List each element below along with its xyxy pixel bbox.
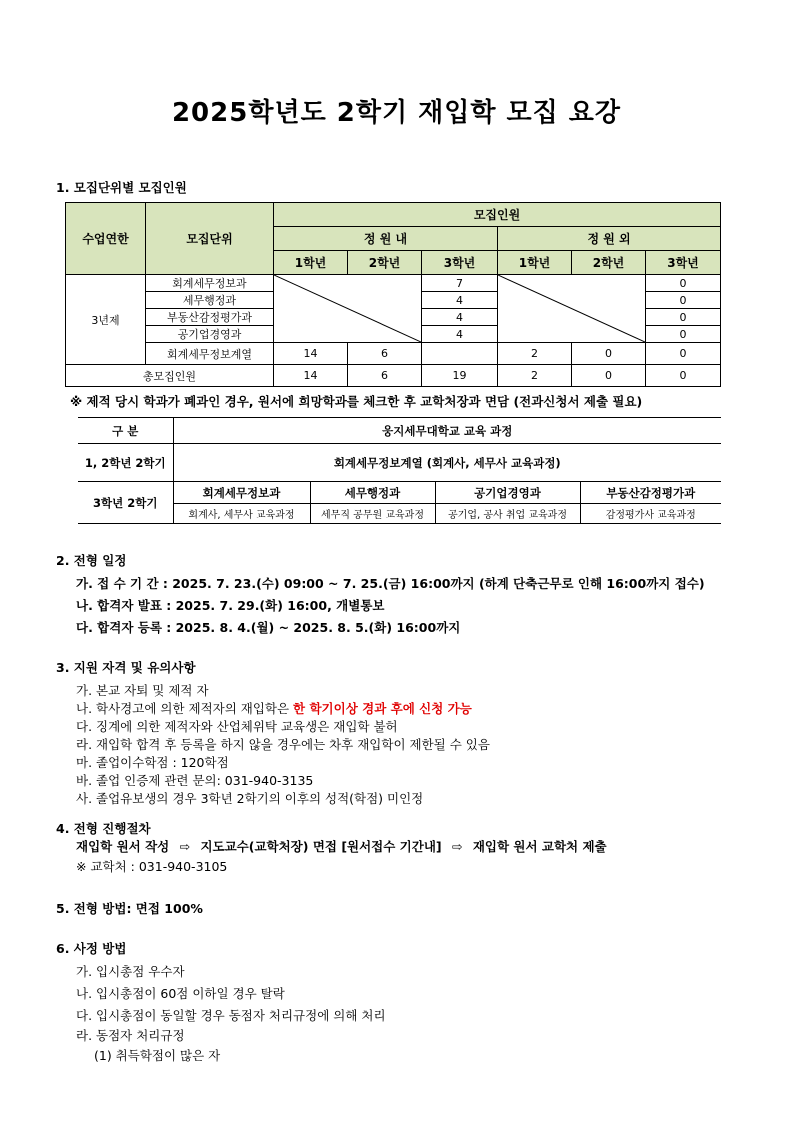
table-cell: 0 xyxy=(646,343,721,365)
header-grade: 2학년 xyxy=(572,251,646,275)
header-course: 웅지세무대학교 교육 과정 xyxy=(173,418,721,444)
dept-name: 공기업경영과 xyxy=(435,482,580,504)
table-cell: 0 xyxy=(646,309,721,326)
row-value: 회계세무정보계열 (회계사, 세무사 교육과정) xyxy=(173,444,721,482)
header-unit: 모집단위 xyxy=(146,203,274,275)
table-cell: 0 xyxy=(646,292,721,309)
header-outside-quota: 정 원 외 xyxy=(498,227,721,251)
table-cell: 0 xyxy=(646,365,721,387)
row-label: 1, 2학년 2학기 xyxy=(78,444,173,482)
header-inside-quota: 정 원 내 xyxy=(274,227,498,251)
procedure-step: 재입학 원서 교학처 제출 xyxy=(472,839,607,854)
table-row-unit: 세무행정과 xyxy=(146,292,274,309)
diagonal-empty-cell xyxy=(274,275,422,343)
table-cell: 6 xyxy=(348,343,422,365)
dept-course: 감정평가사 교육과정 xyxy=(580,504,721,524)
table-cell: 0 xyxy=(646,326,721,343)
row-label: 3학년 2학기 xyxy=(78,482,173,524)
eligibility-item: 사. 졸업유보생의 경우 3학년 2학기의 이후의 성적(학점) 미인정 xyxy=(76,791,424,806)
eligibility-item: 바. 졸업 인증제 관련 문의: 031-940-3135 xyxy=(76,773,314,788)
assessment-item: 다. 입시총점이 동일할 경우 동점자 처리규정에 의해 처리 xyxy=(76,1008,386,1023)
table-cell: 2 xyxy=(498,343,572,365)
table-row-unit: 회계세무정보계열 xyxy=(146,343,274,365)
section-1-heading: 1. 모집단위별 모집인원 xyxy=(56,180,187,195)
contact-note: ※ 교학처 : 031-940-3105 xyxy=(76,859,228,874)
table-cell xyxy=(422,343,498,365)
table-cell: 7 xyxy=(422,275,498,292)
dept-name: 부동산감정평가과 xyxy=(580,482,721,504)
curriculum-table xyxy=(78,417,721,524)
schedule-item: 가. 접 수 기 간 : 2025. 7. 23.(수) 09:00 ~ 7. 25.(금) 16:00까지 (하계 단축근무로 인해 16:00까지 접수) xyxy=(76,576,705,591)
table-cell: 0 xyxy=(646,275,721,292)
header-grade: 2학년 xyxy=(348,251,422,275)
header-recruit: 모집인원 xyxy=(274,203,721,227)
dept-name: 세무행정과 xyxy=(310,482,435,504)
table-row-unit: 부동산감정평가과 xyxy=(146,309,274,326)
schedule-item: 다. 합격자 등록 : 2025. 8. 4.(월) ~ 2025. 8. 5.(화) 16:00까지 xyxy=(76,620,461,635)
header-grade: 1학년 xyxy=(498,251,572,275)
table-cell: 4 xyxy=(422,309,498,326)
header-grade: 3학년 xyxy=(422,251,498,275)
procedure-steps xyxy=(76,837,607,855)
department-note: ※ 제적 당시 학과가 폐과인 경우, 원서에 희망학과를 체크한 후 교학처장과 면담 (전과신청서 제출 필요) xyxy=(70,394,643,409)
highlight-text: 한 학기이상 경과 후에 신청 가능 xyxy=(293,701,472,716)
dept-course: 세무직 공무원 교육과정 xyxy=(310,504,435,524)
page-title: 2025학년도 2학기 재입학 모집 요강 xyxy=(171,98,622,128)
section-4-heading: 4. 전형 진행절차 xyxy=(56,821,151,836)
header-years: 수업연한 xyxy=(66,203,146,275)
years-cell: 3년제 xyxy=(66,275,146,365)
table-cell: 2 xyxy=(498,365,572,387)
table-cell: 14 xyxy=(274,343,348,365)
eligibility-item xyxy=(76,699,472,717)
eligibility-text: 나. 학사경고에 의한 제적자의 재입학은 xyxy=(76,701,294,716)
assessment-item: 나. 입시총점이 60점 이하일 경우 탈락 xyxy=(76,986,285,1001)
eligibility-item: 다. 징계에 의한 제적자와 산업체위탁 교육생은 재입학 불허 xyxy=(76,719,398,734)
table-cell: 4 xyxy=(422,326,498,343)
eligibility-item: 가. 본교 자퇴 및 제적 자 xyxy=(76,683,209,698)
section-2-heading: 2. 전형 일정 xyxy=(56,553,127,568)
dept-name: 회계세무정보과 xyxy=(173,482,310,504)
table-cell: 19 xyxy=(422,365,498,387)
table-cell: 14 xyxy=(274,365,348,387)
section-6-heading: 6. 사정 방법 xyxy=(56,941,127,956)
header-division: 구 분 xyxy=(78,418,173,444)
table-cell: 0 xyxy=(572,365,646,387)
assessment-item: 가. 입시총점 우수자 xyxy=(76,964,185,979)
procedure-step: 지도교수(교학처장) 면접 [원서접수 기간내] xyxy=(200,839,442,854)
table-cell: 4 xyxy=(422,292,498,309)
section-5-heading: 5. 전형 방법: 면접 100% xyxy=(56,901,203,916)
table-cell: 0 xyxy=(572,343,646,365)
diagonal-empty-cell xyxy=(498,275,646,343)
dept-course: 공기업, 공사 취업 교육과정 xyxy=(435,504,580,524)
total-row-label: 총모집인원 xyxy=(66,365,274,387)
table-row-unit: 공기업경영과 xyxy=(146,326,274,343)
table-cell: 6 xyxy=(348,365,422,387)
arrow-icon: ⇨ xyxy=(451,839,463,854)
assessment-sub-item: (1) 취득학점이 많은 자 xyxy=(94,1048,221,1063)
header-grade: 1학년 xyxy=(274,251,348,275)
procedure-step: 재입학 원서 작성 xyxy=(76,839,170,854)
eligibility-item: 라. 재입학 합격 후 등록을 하지 않을 경우에는 차후 재입학이 제한될 수 있음 xyxy=(76,737,490,752)
header-grade: 3학년 xyxy=(646,251,721,275)
recruitment-table xyxy=(65,202,721,387)
schedule-item: 나. 합격자 발표 : 2025. 7. 29.(화) 16:00, 개별통보 xyxy=(76,598,385,613)
assessment-item: 라. 동점자 처리규정 xyxy=(76,1028,185,1043)
table-row-unit: 회계세무정보과 xyxy=(146,275,274,292)
arrow-icon: ⇨ xyxy=(179,839,191,854)
eligibility-item: 마. 졸업이수학점 : 120학점 xyxy=(76,755,229,770)
dept-course: 회계사, 세무사 교육과정 xyxy=(173,504,310,524)
section-3-heading: 3. 지원 자격 및 유의사항 xyxy=(56,660,196,675)
